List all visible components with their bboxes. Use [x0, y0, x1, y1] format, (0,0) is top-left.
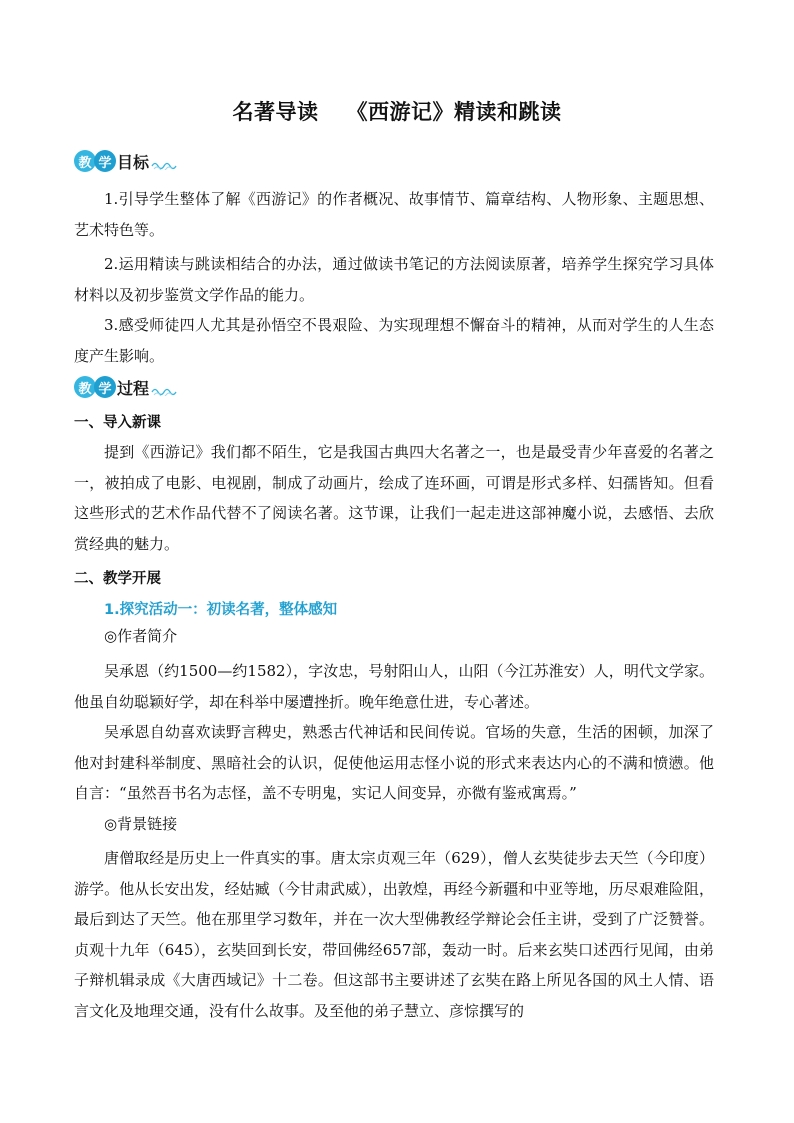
wave-ornament-icon	[151, 386, 177, 396]
title-part-1: 名著导读	[232, 100, 319, 124]
title-part-2: 《西游记》精读和跳读	[346, 100, 562, 124]
part1-heading: 一、导入新课	[74, 415, 161, 431]
objectives-badge-char-1: 教	[74, 150, 96, 172]
background-marker: ◎背景链接	[104, 815, 178, 833]
part1-paragraph: 提到《西游记》我们都不陌生，它是我国古典四大名著之一，也是最受青少年喜爱的名著之一，被拍成了电影、电视剧，制成了动画片，绘成了连环画，可谓是形式多样、妇孺皆知。但看这些形式的艺术作品代替不了阅读名著。这节课，让我们一起走进这部神魔小说，去感悟、去欣赏经典的魅力。	[74, 443, 714, 553]
activity1-heading: 1.探究活动一：初读名著，整体感知	[104, 602, 338, 618]
process-label: 过程	[117, 378, 150, 398]
author-paragraph-1: 吴承恩（约1500—约1582），字汝忠，号射阳山人，山阳（今江苏淮安）人，明代文学家。他虽自幼聪颖好学，却在科举中屡遭挫折。晚年绝意仕进，专心著述。	[74, 662, 714, 711]
objectives-badge	[74, 150, 114, 172]
author-marker: ◎作者简介	[104, 627, 178, 645]
part2-heading: 二、教学开展	[74, 571, 161, 587]
objective-item-3: 3.感受师徒四人尤其是孙悟空不畏艰险、为实现理想不懈奋斗的精神，从而对学生的人生态度产生影响。	[74, 316, 714, 365]
objectives-label: 目标	[117, 152, 150, 172]
process-header	[74, 374, 177, 400]
background-paragraph-1: 唐僧取经是历史上一件真实的事。唐太宗贞观三年（629），僧人玄奘徒步去天竺（今印度）游学。他从长安出发，经姑臧（今甘肃武威），出敦煌，再经今新疆和中亚等地，历尽艰难险阻，最后到达了天竺。他在那里学习数年，并在一次大型佛教经学辩论会任主讲，受到了广泛赞誉。贞观十九年（645），玄奘回到长安，带回佛经657部，轰动一时。后来玄奘口述西行见闻，由弟子辩机辑录成《大唐西域记》十二卷。但这部书主要讲述了玄奘在路上所见各国的风土人情、语言文化及地理交通，没有什么故事。及至他的弟子慧立、彦悰撰写的	[74, 849, 714, 1020]
author-paragraph-2: 吴承恩自幼喜欢读野言稗史，熟悉古代神话和民间传说。官场的失意，生活的困顿，加深了他对封建科举制度、黑暗社会的认识，促使他运用志怪小说的形式来表达内心的不满和愤懑。他自言：“虽然吾书名为志怪，盖不专明鬼，实记人间变异，亦微有鉴戒寓焉。”	[74, 723, 714, 802]
process-badge-char-2: 学	[94, 376, 116, 398]
objectives-header	[74, 148, 177, 174]
process-badge-char-1: 教	[74, 376, 96, 398]
objectives-badge-char-2: 学	[94, 150, 116, 172]
wave-ornament-icon	[151, 160, 177, 170]
objective-item-1: 1.引导学生整体了解《西游记》的作者概况、故事情节、篇章结构、人物形象、主题思想、艺术特色等。	[74, 190, 714, 239]
process-badge	[74, 376, 114, 398]
objective-item-2: 2.运用精读与跳读相结合的办法，通过做读书笔记的方法阅读原著，培养学生探究学习具体材料以及初步鉴赏文学作品的能力。	[74, 255, 714, 304]
document-title	[0, 96, 794, 126]
